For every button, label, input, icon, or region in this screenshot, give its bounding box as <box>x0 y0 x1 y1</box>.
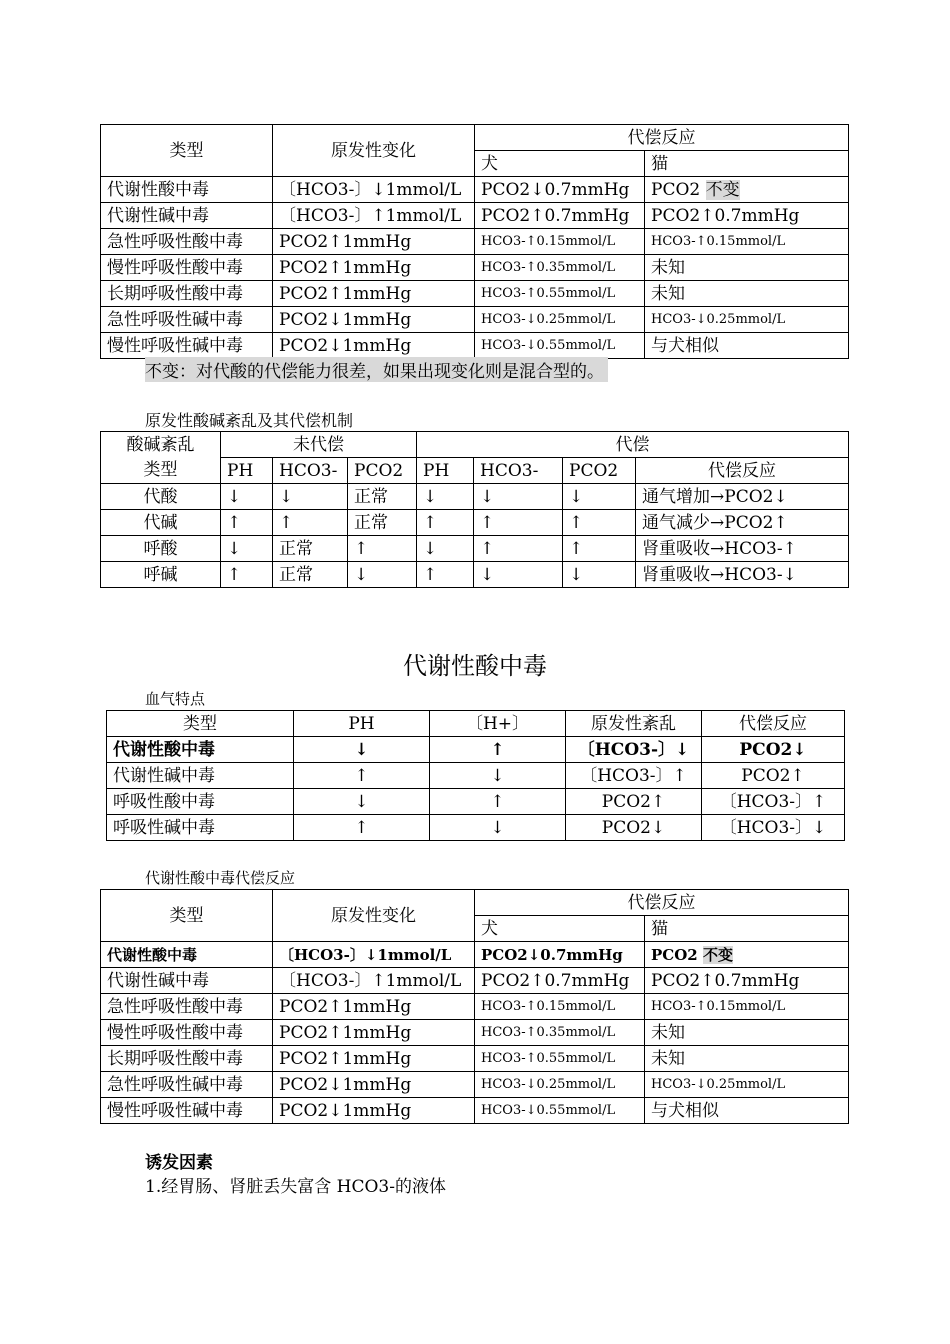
table-row <box>101 1072 849 1098</box>
row-primary: PCO2↓1mmHg <box>273 333 475 359</box>
header-dog: 犬 <box>475 916 645 942</box>
header-compensated: 代偿 <box>417 432 849 458</box>
row-c-pco2: ↓ <box>563 562 636 588</box>
row-dog: HCO3-↑0.15mmol/L <box>475 229 645 255</box>
header-c-ph: PH <box>417 458 474 484</box>
table-row <box>101 536 849 562</box>
row-cat: PCO2↑0.7mmHg <box>645 968 849 994</box>
row-cat: PCO2 不变 <box>645 942 849 968</box>
row-primary: PCO2↓ <box>566 815 702 841</box>
header-cat: 猫 <box>645 151 849 177</box>
row-u-pco2: ↑ <box>348 536 417 562</box>
table-row <box>101 1098 849 1124</box>
highlight-unchanged: 不变 <box>702 945 733 964</box>
row-response: 肾重吸收→HCO3-↓ <box>636 562 849 588</box>
row-u-hco3: 正常 <box>273 562 348 588</box>
row-primary: 〔HCO3-〕↓1mmol/L <box>273 942 475 968</box>
header-type: 类型 <box>101 890 273 942</box>
row-h: ↓ <box>430 815 566 841</box>
row-type: 代碱 <box>101 510 221 536</box>
row-dog: HCO3-↓0.55mmol/L <box>475 1098 645 1124</box>
compensation-caption: 代谢性酸中毒代偿反应 <box>145 869 296 887</box>
row-c-pco2: ↑ <box>563 536 636 562</box>
row-type: 代谢性酸中毒 <box>101 942 273 968</box>
row-c-hco3: ↑ <box>474 536 563 562</box>
row-c-ph: ↑ <box>417 510 474 536</box>
table-row <box>107 815 845 841</box>
row-u-hco3: ↓ <box>273 484 348 510</box>
header-type: 类型 <box>101 458 221 484</box>
row-ph: ↓ <box>294 737 430 763</box>
table-row <box>101 994 849 1020</box>
table-row <box>101 1020 849 1046</box>
table-row <box>101 484 849 510</box>
row-type: 代谢性酸中毒 <box>107 737 294 763</box>
row-compensation: 〔HCO3-〕↑ <box>702 789 845 815</box>
row-ph: ↓ <box>294 789 430 815</box>
causes-heading: 诱发因素 <box>145 1153 213 1173</box>
header-h: 〔H+〕 <box>430 711 566 737</box>
table-row <box>101 562 849 588</box>
highlight-unchanged: 不变 <box>705 179 740 200</box>
row-type: 慢性呼吸性碱中毒 <box>101 1098 273 1124</box>
row-c-hco3: ↓ <box>474 562 563 588</box>
row-primary: PCO2↑1mmHg <box>273 994 475 1020</box>
row-c-pco2: ↑ <box>563 510 636 536</box>
header-primary: 原发性变化 <box>273 890 475 942</box>
row-h: ↑ <box>430 789 566 815</box>
row-u-ph: ↓ <box>221 484 273 510</box>
row-dog: HCO3-↑0.35mmol/L <box>475 1020 645 1046</box>
row-type: 急性呼吸性酸中毒 <box>101 994 273 1020</box>
row-dog: HCO3-↓0.25mmol/L <box>475 1072 645 1098</box>
row-cat: 未知 <box>645 1020 849 1046</box>
header-type: 类型 <box>107 711 294 737</box>
row-primary: 〔HCO3-〕↓1mmol/L <box>273 177 475 203</box>
table-row <box>101 281 849 307</box>
header-type: 类型 <box>101 125 273 177</box>
header-c-hco3: HCO3- <box>474 458 563 484</box>
section-title: 代谢性酸中毒 <box>403 652 547 680</box>
compensation-table-2 <box>100 889 849 1124</box>
header-primary: 原发性变化 <box>273 125 475 177</box>
header-cat: 猫 <box>645 916 849 942</box>
row-dog: PCO2↑0.7mmHg <box>475 203 645 229</box>
row-type: 长期呼吸性酸中毒 <box>101 281 273 307</box>
row-type: 代谢性碱中毒 <box>107 763 294 789</box>
table-row <box>101 229 849 255</box>
row-compensation: PCO2↓ <box>702 737 845 763</box>
header-ph: PH <box>294 711 430 737</box>
row-dog: HCO3-↑0.55mmol/L <box>475 281 645 307</box>
row-dog: HCO3-↑0.15mmol/L <box>475 994 645 1020</box>
table-row <box>101 968 849 994</box>
row-cat: 未知 <box>645 1046 849 1072</box>
row-u-hco3: ↑ <box>273 510 348 536</box>
header-response: 代偿反应 <box>636 458 849 484</box>
row-dog: PCO2↓0.7mmHg <box>475 177 645 203</box>
blood-gas-caption: 血气特点 <box>145 690 206 708</box>
row-type: 呼酸 <box>101 536 221 562</box>
row-primary: PCO2↑1mmHg <box>273 1046 475 1072</box>
row-dog: PCO2↓0.7mmHg <box>475 942 645 968</box>
header-c-pco2: PCO2 <box>563 458 636 484</box>
row-primary: PCO2↓1mmHg <box>273 1072 475 1098</box>
row-cat: PCO2 不变 <box>645 177 849 203</box>
row-c-hco3: ↓ <box>474 484 563 510</box>
row-primary: PCO2↑1mmHg <box>273 229 475 255</box>
row-cat: 与犬相似 <box>645 333 849 359</box>
table-row <box>101 255 849 281</box>
table-row <box>107 789 845 815</box>
compensation-table-1 <box>100 124 849 359</box>
row-dog: HCO3-↑0.55mmol/L <box>475 1046 645 1072</box>
row-u-ph: ↓ <box>221 536 273 562</box>
row-u-ph: ↑ <box>221 510 273 536</box>
row-type: 急性呼吸性碱中毒 <box>101 1072 273 1098</box>
row-dog: HCO3-↓0.55mmol/L <box>475 333 645 359</box>
header-compensation: 代偿反应 <box>475 125 849 151</box>
row-u-hco3: 正常 <box>273 536 348 562</box>
row-compensation: PCO2↑ <box>702 763 845 789</box>
table-row <box>101 942 849 968</box>
header-u-hco3: HCO3- <box>273 458 348 484</box>
row-cat: PCO2↑0.7mmHg <box>645 203 849 229</box>
row-cat: 未知 <box>645 281 849 307</box>
row-primary: PCO2↑1mmHg <box>273 255 475 281</box>
row-u-pco2: ↓ <box>348 562 417 588</box>
table-row <box>107 763 845 789</box>
header-u-pco2: PCO2 <box>348 458 417 484</box>
row-primary: PCO2↑ <box>566 789 702 815</box>
row-primary: 〔HCO3-〕↑ <box>566 763 702 789</box>
row-primary: PCO2↓1mmHg <box>273 1098 475 1124</box>
header-uncompensated: 未代偿 <box>221 432 417 458</box>
mechanism-caption: 原发性酸碱紊乱及其代偿机制 <box>145 411 354 430</box>
row-type: 急性呼吸性碱中毒 <box>101 307 273 333</box>
row-response: 通气减少→PCO2↑ <box>636 510 849 536</box>
row-primary: 〔HCO3-〕↑1mmol/L <box>273 203 475 229</box>
row-c-pco2: ↓ <box>563 484 636 510</box>
table-row <box>107 737 845 763</box>
row-cat: 未知 <box>645 255 849 281</box>
row-ph: ↑ <box>294 763 430 789</box>
row-dog: PCO2↑0.7mmHg <box>475 968 645 994</box>
table-row <box>101 177 849 203</box>
row-type: 代酸 <box>101 484 221 510</box>
header-compensation: 代偿反应 <box>702 711 845 737</box>
table-row <box>101 203 849 229</box>
row-u-pco2: 正常 <box>348 484 417 510</box>
row-primary: 〔HCO3-〕↑1mmol/L <box>273 968 475 994</box>
mechanism-table <box>100 431 849 588</box>
row-primary: PCO2↓1mmHg <box>273 307 475 333</box>
table-row <box>101 510 849 536</box>
row-cat: 与犬相似 <box>645 1098 849 1124</box>
row-c-ph: ↓ <box>417 536 474 562</box>
table-row <box>101 307 849 333</box>
row-type: 长期呼吸性酸中毒 <box>101 1046 273 1072</box>
row-primary: PCO2↑1mmHg <box>273 281 475 307</box>
row-type: 代谢性碱中毒 <box>101 203 273 229</box>
row-response: 肾重吸收→HCO3-↑ <box>636 536 849 562</box>
row-cat: HCO3-↓0.25mmol/L <box>645 1072 849 1098</box>
note-unchanged: 不变：对代酸的代偿能力很差，如果出现变化则是混合型的。 <box>145 357 608 382</box>
table-row <box>101 1046 849 1072</box>
row-primary: 〔HCO3-〕↓ <box>566 737 702 763</box>
row-type: 呼吸性酸中毒 <box>107 789 294 815</box>
row-dog: HCO3-↓0.25mmol/L <box>475 307 645 333</box>
row-type: 呼吸性碱中毒 <box>107 815 294 841</box>
row-c-ph: ↓ <box>417 484 474 510</box>
row-type: 呼碱 <box>101 562 221 588</box>
row-type: 代谢性酸中毒 <box>101 177 273 203</box>
row-type: 慢性呼吸性碱中毒 <box>101 333 273 359</box>
header-compensation: 代偿反应 <box>475 890 849 916</box>
row-h: ↓ <box>430 763 566 789</box>
row-response: 通气增加→PCO2↓ <box>636 484 849 510</box>
header-dog: 犬 <box>475 151 645 177</box>
header-primary: 原发性紊乱 <box>566 711 702 737</box>
row-h: ↑ <box>430 737 566 763</box>
row-compensation: 〔HCO3-〕↓ <box>702 815 845 841</box>
row-c-hco3: ↑ <box>474 510 563 536</box>
causes-item-1: 1.经胃肠、肾脏丢失富含 HCO3-的液体 <box>145 1177 446 1197</box>
header-u-ph: PH <box>221 458 273 484</box>
row-type: 急性呼吸性酸中毒 <box>101 229 273 255</box>
row-type: 慢性呼吸性酸中毒 <box>101 1020 273 1046</box>
row-u-pco2: 正常 <box>348 510 417 536</box>
row-cat: HCO3-↑0.15mmol/L <box>645 229 849 255</box>
row-cat: HCO3-↑0.15mmol/L <box>645 994 849 1020</box>
row-u-ph: ↑ <box>221 562 273 588</box>
row-cat: HCO3-↓0.25mmol/L <box>645 307 849 333</box>
row-dog: HCO3-↑0.35mmol/L <box>475 255 645 281</box>
blood-gas-table <box>106 710 845 841</box>
row-type: 慢性呼吸性酸中毒 <box>101 255 273 281</box>
table-row <box>101 333 849 359</box>
header-disorder: 酸碱紊乱 <box>101 432 221 458</box>
row-primary: PCO2↑1mmHg <box>273 1020 475 1046</box>
row-ph: ↑ <box>294 815 430 841</box>
row-c-ph: ↑ <box>417 562 474 588</box>
row-type: 代谢性碱中毒 <box>101 968 273 994</box>
